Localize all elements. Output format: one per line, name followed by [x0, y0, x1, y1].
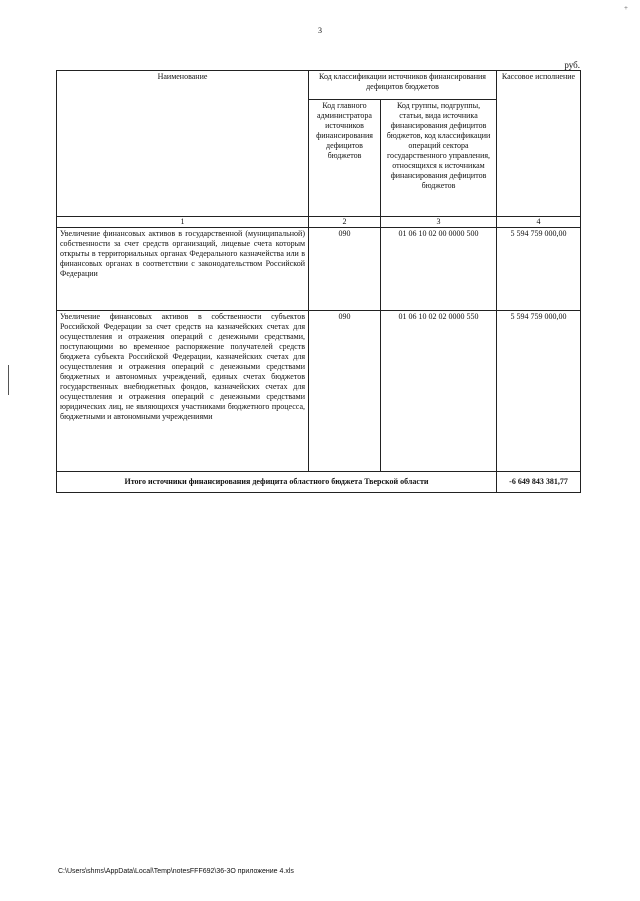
- sources-table: [56, 70, 581, 493]
- corner-mark: +: [624, 4, 628, 12]
- row-name: Увеличение финансовых активов в государственной (муниципальной) собственности за счет средств организаций, лицевые счета которым открыты в территориальных органах Федерального казначейства или в финансовых органах в соответствии с законодательством Российской Федерации: [57, 228, 309, 311]
- header-name: Наименование: [57, 71, 309, 217]
- header-source-code: Код группы, подгруппы, статьи, вида источника финансирования дефицитов бюджетов, код классификации операций сектора государственного управления, относящихся к источникам финансирования дефицитов бюджетов: [381, 100, 497, 217]
- row-amount: 5 594 759 000,00: [497, 311, 581, 472]
- page-number: 3: [318, 26, 322, 35]
- row-source-code: 01 06 10 02 02 0000 550: [381, 311, 497, 472]
- currency-unit: руб.: [564, 60, 580, 70]
- row-admin-code: 090: [309, 228, 381, 311]
- row-amount: 5 594 759 000,00: [497, 228, 581, 311]
- row-source-code: 01 06 10 02 00 0000 500: [381, 228, 497, 311]
- column-number: 4: [497, 217, 581, 228]
- row-name: Увеличение финансовых активов в собственности субъектов Российской Федерации за счет средств на казначейских счетах для осуществления и отражения операций с денежными средствами, поступающими во временное распоряжение получателей средств бюджета субъекта Российской Федерации, казначейских счетах для осуществления и отражения операций с денежными средствами бюджетных и автономных учреждений, единых счетах бюджетов государственных внебюджетных фондов, казначейских счетах для осуществления и отражения операций с денежными средствами юридических лиц, не являющихся участниками бюджетного процесса, бюджетными и автономными учреждениями: [57, 311, 309, 472]
- column-number: 1: [57, 217, 309, 228]
- margin-mark: [8, 365, 9, 395]
- total-row: [57, 472, 581, 493]
- column-number: 2: [309, 217, 381, 228]
- total-label: Итого источники финансирования дефицита областного бюджета Тверской области: [57, 472, 497, 493]
- header-cash-execution: Кассовое исполнение: [497, 71, 581, 217]
- row-admin-code: 090: [309, 311, 381, 472]
- column-numbers-row: [57, 217, 581, 228]
- table-row: [57, 311, 581, 472]
- header-admin-code: Код главного администратора источников финансирования дефицитов бюджетов: [309, 100, 381, 217]
- column-number: 3: [381, 217, 497, 228]
- header-row-1: [57, 71, 581, 100]
- total-amount: -6 649 843 381,77: [497, 472, 581, 493]
- table-row: [57, 228, 581, 311]
- header-classification-group: Код классификации источников финансирования дефицитов бюджетов: [309, 71, 497, 100]
- file-path-footer: C:\Users\shms\AppData\Local\Temp\notesFFF692\36-3О приложение 4.xls: [58, 868, 294, 875]
